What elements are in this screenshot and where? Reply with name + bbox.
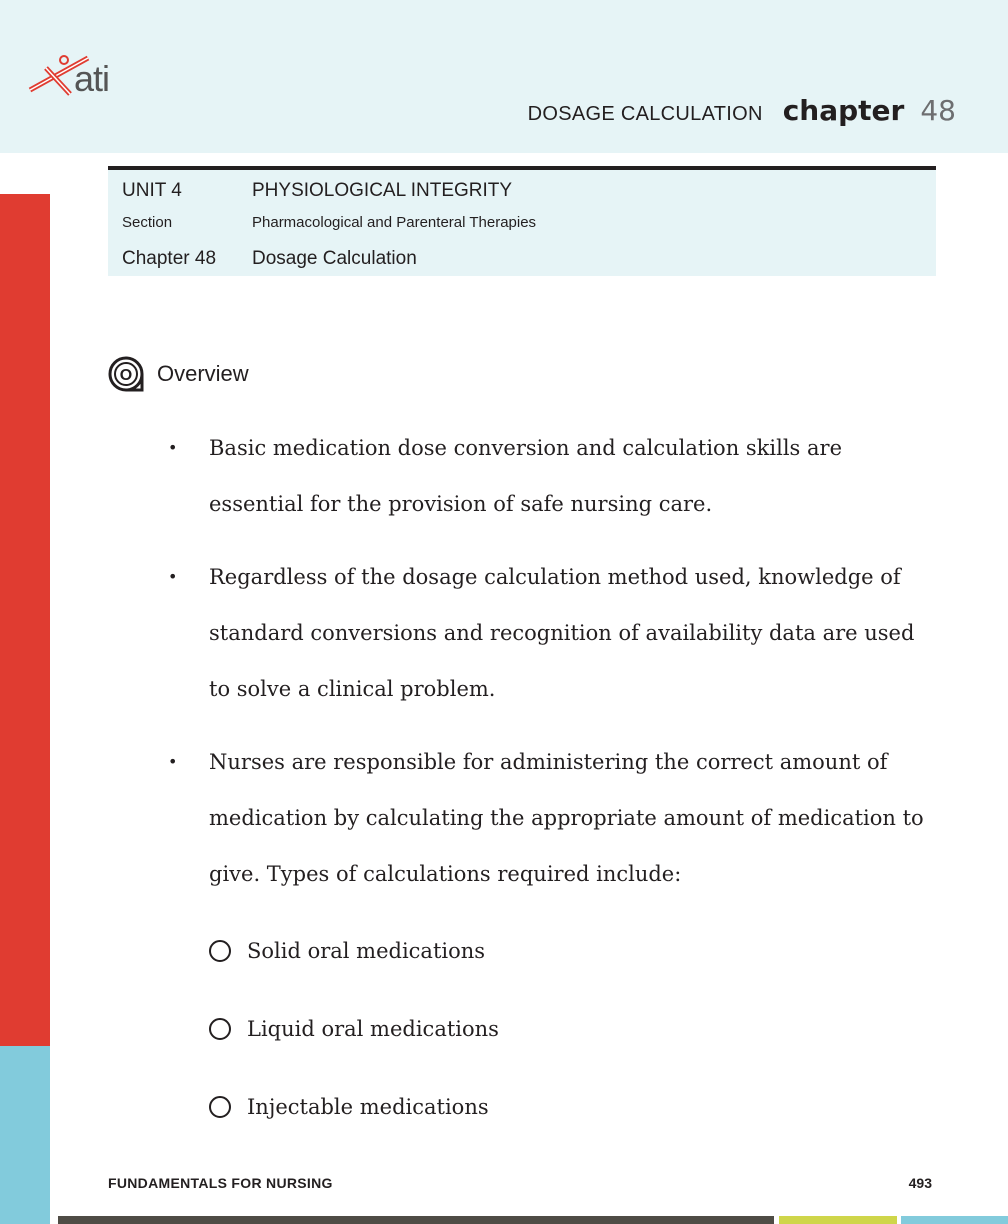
chapter-topic: DOSAGE CALCULATION <box>527 103 763 125</box>
chapter-number: 48 <box>920 94 956 127</box>
footer-bar-blue <box>901 1216 1008 1224</box>
chapter-heading <box>528 94 956 127</box>
header-band <box>0 0 1008 153</box>
bullet-list <box>168 420 928 919</box>
unit-info-box <box>108 166 936 276</box>
chapter-label: Chapter 48 <box>122 248 217 269</box>
sub-bullet-list <box>209 926 499 1160</box>
footer-page-number: 493 <box>908 1175 932 1191</box>
bullet-text: Basic medication dose conversion and calculation skills are essential for the provision of safe nursing care. <box>209 436 842 516</box>
chapter-row <box>122 248 417 270</box>
footer-book-title: FUNDAMENTALS FOR NURSING <box>108 1175 333 1191</box>
footer-bar-dark <box>58 1216 774 1224</box>
chapter-word: chapter <box>782 94 905 127</box>
ati-logo <box>26 50 136 110</box>
sub-list-item <box>209 1004 499 1054</box>
bullet-text: Nurses are responsible for administering the correct amount of medication by calculating the appropriate amount of medication to give. Types of calculations required include: <box>209 750 924 886</box>
logo-text: ati <box>74 58 110 99</box>
overview-label: Overview <box>157 361 249 386</box>
list-item <box>168 549 928 717</box>
circle-bullet-icon <box>209 940 231 962</box>
footer-bar-lime <box>779 1216 897 1224</box>
side-accent-red <box>0 194 50 1046</box>
circle-bullet-icon <box>209 1096 231 1118</box>
side-accent-blue <box>0 1046 50 1224</box>
sub-bullet-text: Liquid oral medications <box>247 1017 499 1041</box>
bullet-text: Regardless of the dosage calculation method used, knowledge of standard conversions and recognition of availability data are used to solve a clinical problem. <box>209 565 915 701</box>
overview-o-icon <box>108 356 144 392</box>
circle-bullet-icon <box>209 1018 231 1040</box>
sub-list-item <box>209 1082 499 1132</box>
unit-row <box>122 180 512 202</box>
sub-bullet-text: Solid oral medications <box>247 939 486 963</box>
section-label: Section <box>122 214 173 231</box>
bullet-dot-icon: • <box>168 567 178 586</box>
section-row <box>122 214 536 231</box>
bullet-dot-icon: • <box>168 752 178 771</box>
unit-label: UNIT 4 <box>122 180 182 201</box>
bullet-dot-icon: • <box>168 438 178 457</box>
sub-list-item <box>209 926 499 976</box>
sub-bullet-text: Injectable medications <box>247 1095 489 1119</box>
list-item <box>168 734 928 902</box>
svg-text:O: O <box>119 367 133 384</box>
chapter-title: Dosage Calculation <box>252 248 417 269</box>
overview-heading <box>108 356 249 392</box>
list-item <box>168 420 928 532</box>
section-title: Pharmacological and Parenteral Therapies <box>252 214 537 231</box>
unit-title: PHYSIOLOGICAL INTEGRITY <box>252 180 513 201</box>
